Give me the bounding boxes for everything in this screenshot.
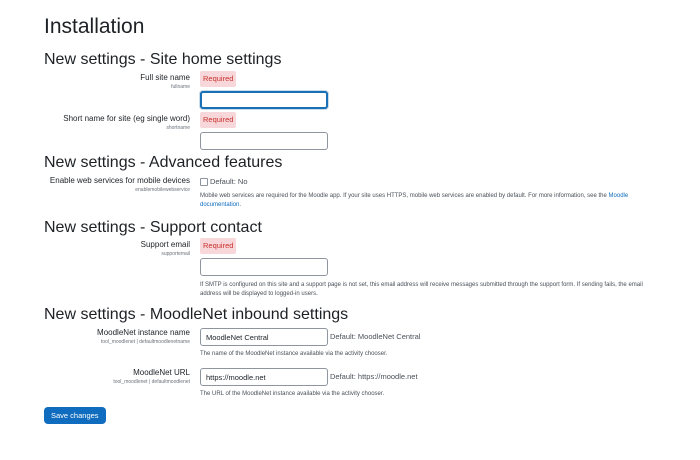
moodlenet-name-default: Default: MoodleNet Central xyxy=(330,332,421,341)
fullname-key: fullname xyxy=(171,84,190,90)
supportemail-required-badge: Required xyxy=(200,238,236,254)
webservices-desc-text: Mobile web services are required for the Moodle app. If your site uses HTTPS, mobile web services are enabled by default. For more information, see the xyxy=(200,193,609,199)
fullname-required-badge: Required xyxy=(200,71,236,87)
moodlenet-url-description: The URL of the MoodleNet instance available via the activity chooser. xyxy=(200,391,385,397)
moodlenet-name-label: MoodleNet instance name xyxy=(97,328,190,337)
webservices-description xyxy=(200,192,670,210)
save-changes-button[interactable]: Save changes xyxy=(44,407,106,424)
fullname-input[interactable] xyxy=(200,91,328,109)
webservices-checkbox[interactable] xyxy=(200,178,208,186)
webservices-label-block xyxy=(50,176,190,194)
webservices-desc-end: . xyxy=(239,202,242,208)
moodlenet-name-label-block xyxy=(97,328,190,346)
supportemail-input[interactable] xyxy=(200,258,328,276)
supportemail-desc-line1: If SMTP is configured on this site and a support page is not set, this email address will receive messages submitted through the support form. If sending fails, the email xyxy=(200,282,643,288)
shortname-key: shortname xyxy=(166,125,190,131)
shortname-label-block xyxy=(63,114,190,132)
supportemail-description xyxy=(200,281,670,299)
webservices-checkbox-label: Default: No xyxy=(210,177,248,186)
moodlenet-name-description: The name of the MoodleNet instance available via the activity chooser. xyxy=(200,351,388,357)
supportemail-desc-line2: address will be displayed to logged-in users. xyxy=(200,291,318,297)
supportemail-label: Support email xyxy=(140,240,190,249)
shortname-input[interactable] xyxy=(200,132,328,150)
supportemail-key: supportemail xyxy=(161,251,190,257)
section-heading-support: New settings - Support contact xyxy=(44,219,262,236)
page-title: Installation xyxy=(44,15,145,38)
shortname-label: Short name for site (eg single word) xyxy=(63,114,190,123)
webservices-label: Enable web services for mobile devices xyxy=(49,176,190,185)
moodle-docs-link-part1[interactable]: Moodle xyxy=(608,193,629,199)
moodlenet-url-default: Default: https://moodle.net xyxy=(330,372,418,381)
moodlenet-name-input[interactable]: MoodleNet Central xyxy=(200,328,328,346)
moodle-docs-link-part2[interactable]: documentation xyxy=(200,202,240,208)
moodlenet-url-input[interactable]: https://moodle.net xyxy=(200,368,328,386)
fullname-label-block xyxy=(140,73,190,91)
fullname-label: Full site name xyxy=(140,73,190,82)
shortname-required-badge: Required xyxy=(200,112,236,128)
section-heading-site-home: New settings - Site home settings xyxy=(44,51,282,68)
moodlenet-url-key: tool_moodlenet | defaultmoodlenet xyxy=(113,379,190,385)
section-heading-advanced: New settings - Advanced features xyxy=(44,154,283,171)
supportemail-label-block xyxy=(141,240,190,258)
moodlenet-url-label: MoodleNet URL xyxy=(133,368,190,377)
moodlenet-name-key: tool_moodlenet | defaultmoodlenetname xyxy=(100,339,190,345)
moodlenet-url-label-block xyxy=(113,368,190,386)
section-heading-moodlenet: New settings - MoodleNet inbound settings xyxy=(44,306,349,323)
webservices-key: enablemobilewebservice xyxy=(135,187,190,193)
webservices-checkbox-row[interactable] xyxy=(200,177,248,186)
